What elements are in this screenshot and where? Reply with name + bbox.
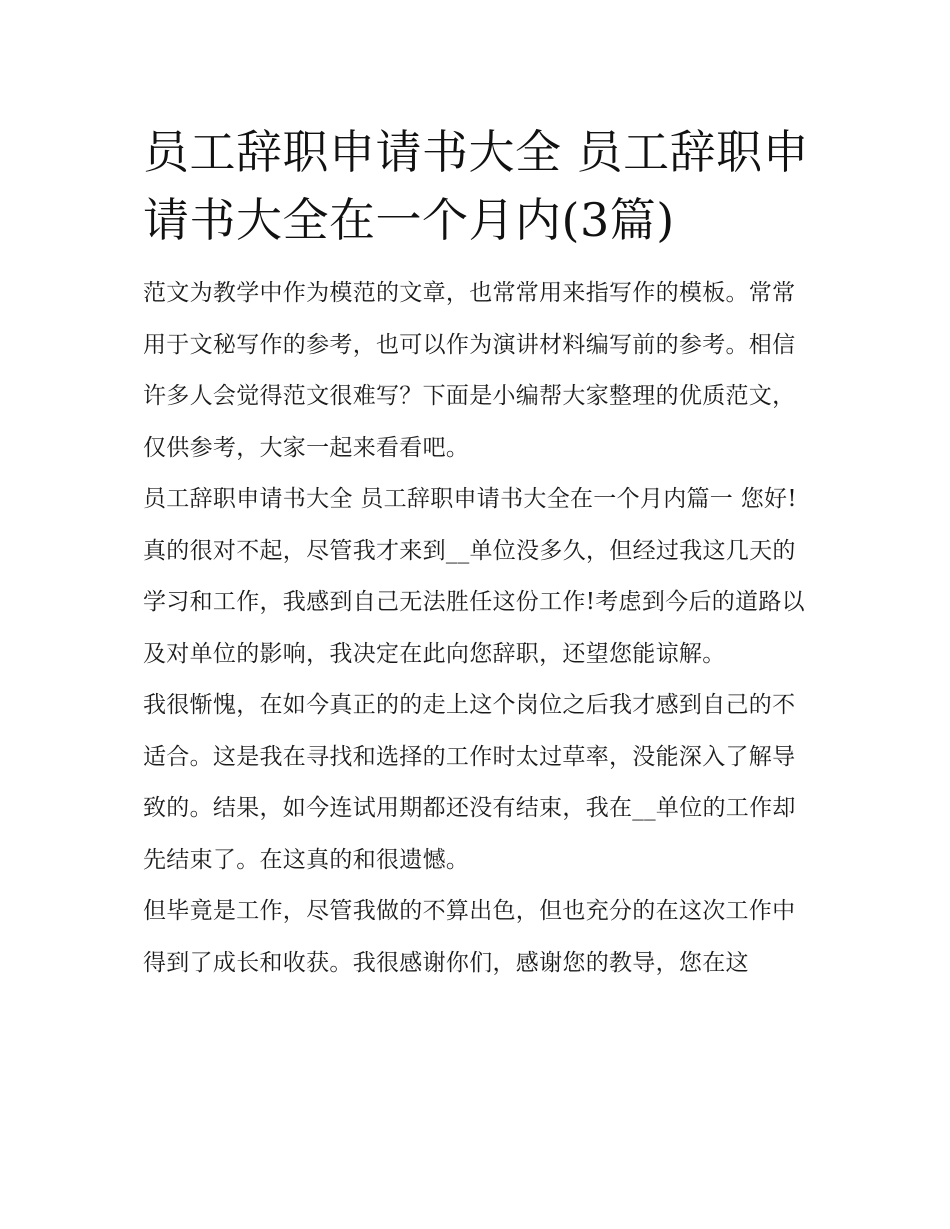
paragraph-intro: 范文为教学中作为模范的文章，也常常用来指写作的模板。常常用于文秘写作的参考，也可以作为演讲材料编写前的参考。相信许多人会觉得范文很难写？下面是小编帮大家整理的优质范文，仅供参考，大家一起来看看吧。 <box>143 280 796 461</box>
paragraph-gratitude: 但毕竟是工作，尽管我做的不算出色，但也充分的在这次工作中得到了成长和收获。我很感谢你们，感谢您的教导，您在这 <box>143 898 796 976</box>
paragraph-apology: 真的很对不起，尽管我才来到__单位没多久，但经过我这几天的学习和工作，我感到自己无法胜任这份工作!考虑到今后的道路以及对单位的影响，我决定在此向您辞职，还望您能谅解。 <box>143 537 805 667</box>
paragraph-heading-greeting: 员工辞职申请书大全 员工辞职申请书大全在一个月内篇一 您好! <box>143 486 797 512</box>
paragraph-regret: 我很惭愧，在如今真正的的走上这个岗位之后我才感到自己的不适合。这是我在寻找和选择的工作时太过草率，没能深入了解导致的。结果，如今连试用期都还没有结束，我在__单位的工作却先结束了。在这真的和很遗憾。 <box>143 692 796 873</box>
document-title: 员工辞职申请书大全 员工辞职申请书大全在一个月内(3篇) <box>143 125 810 247</box>
document-body <box>143 118 813 989</box>
